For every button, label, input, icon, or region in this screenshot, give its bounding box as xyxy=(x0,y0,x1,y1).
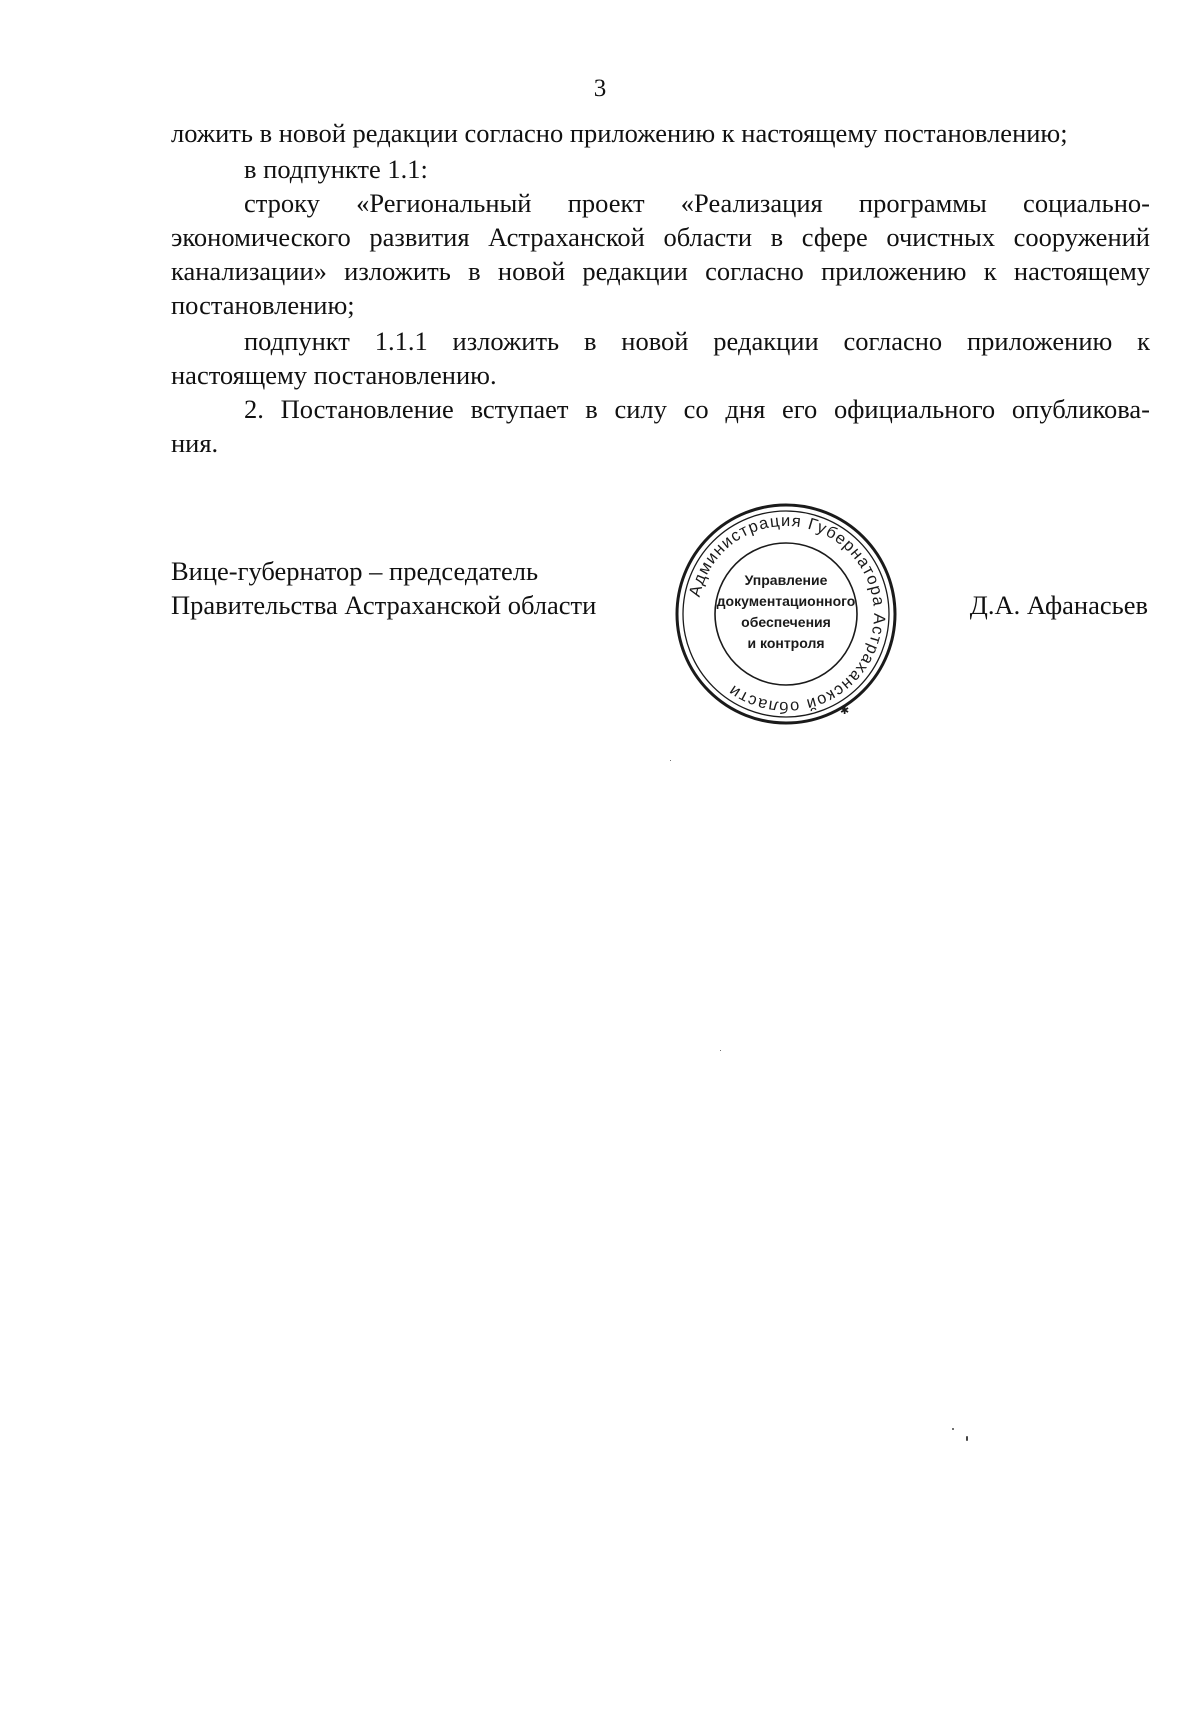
signer-position-line-1: Вице-губернатор – председатель xyxy=(171,556,539,586)
body-line-1: ложить в новой редакции согласно приложению к настоящему постановлению; xyxy=(171,118,1068,148)
body-line-3: строку «Региональный проект «Реализация программы социально- xyxy=(244,188,1150,218)
seal-center-line-1: Управление xyxy=(744,572,828,588)
scan-speck xyxy=(670,760,671,761)
signer-name: Д.А. Афанасьев xyxy=(969,590,1148,620)
seal-center-line-3: обеспечения xyxy=(741,614,831,630)
svg-text:✱: ✱ xyxy=(840,704,850,717)
seal-center-line-4: и контроля xyxy=(747,635,825,651)
scan-speck xyxy=(966,1436,968,1441)
body-line-9: 2. Постановление вступает в силу со дня его официального опубликова- xyxy=(244,394,1150,424)
signer-position-line-2: Правительства Астраханской области xyxy=(171,590,597,620)
body-line-7: подпункт 1.1.1 изложить в новой редакции согласно приложению к xyxy=(244,326,1150,356)
body-line-4: экономического развития Астраханской области в сфере очистных сооружений xyxy=(171,222,1150,252)
body-line-10: ния. xyxy=(171,428,219,458)
page-number: 3 xyxy=(593,75,607,102)
body-line-8: настоящему постановлению. xyxy=(171,360,497,390)
official-seal xyxy=(674,502,898,726)
body-line-6: постановлению; xyxy=(171,290,355,320)
scan-speck xyxy=(952,1428,954,1430)
body-line-5: канализации» изложить в новой редакции согласно приложению к настоящему xyxy=(171,256,1150,286)
seal-center-line-2: документационного xyxy=(716,593,856,609)
seal-ring-text: Администрация Губернатора Астраханской области xyxy=(685,511,889,717)
body-line-2: в подпункте 1.1: xyxy=(244,154,428,184)
scan-speck xyxy=(720,1050,721,1051)
